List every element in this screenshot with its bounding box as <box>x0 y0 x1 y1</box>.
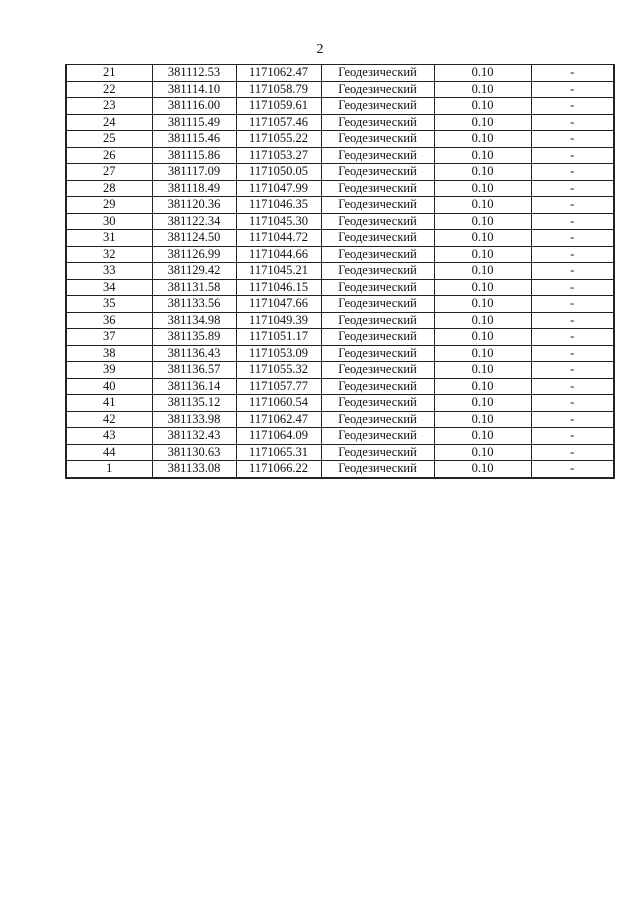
method-cell: Геодезический <box>321 345 434 362</box>
point-number-cell: 40 <box>66 378 152 395</box>
table-row <box>66 428 614 445</box>
point-number-cell: 1 <box>66 461 152 478</box>
description-cell: - <box>531 395 614 412</box>
point-number-cell: 29 <box>66 197 152 214</box>
point-number-cell: 23 <box>66 98 152 115</box>
y-coordinate-cell: 1171058.79 <box>236 81 321 98</box>
description-cell: - <box>531 81 614 98</box>
y-coordinate-cell: 1171057.46 <box>236 114 321 131</box>
y-coordinate-cell: 1171059.61 <box>236 98 321 115</box>
x-coordinate-cell: 381114.10 <box>152 81 236 98</box>
table-row <box>66 362 614 379</box>
y-coordinate-cell: 1171062.47 <box>236 411 321 428</box>
point-number-cell: 37 <box>66 329 152 346</box>
y-coordinate-cell: 1171065.31 <box>236 444 321 461</box>
point-number-cell: 36 <box>66 312 152 329</box>
x-coordinate-cell: 381118.49 <box>152 180 236 197</box>
method-cell: Геодезический <box>321 329 434 346</box>
precision-cell: 0.10 <box>434 461 531 478</box>
y-coordinate-cell: 1171050.05 <box>236 164 321 181</box>
precision-cell: 0.10 <box>434 312 531 329</box>
description-cell: - <box>531 345 614 362</box>
table-row <box>66 378 614 395</box>
point-number-cell: 32 <box>66 246 152 263</box>
description-cell: - <box>531 428 614 445</box>
description-cell: - <box>531 362 614 379</box>
table-row <box>66 296 614 313</box>
description-cell: - <box>531 279 614 296</box>
table-row <box>66 131 614 148</box>
table-row <box>66 114 614 131</box>
precision-cell: 0.10 <box>434 279 531 296</box>
method-cell: Геодезический <box>321 395 434 412</box>
table-row <box>66 329 614 346</box>
x-coordinate-cell: 381115.46 <box>152 131 236 148</box>
x-coordinate-cell: 381115.86 <box>152 147 236 164</box>
point-number-cell: 38 <box>66 345 152 362</box>
description-cell: - <box>531 164 614 181</box>
x-coordinate-cell: 381124.50 <box>152 230 236 247</box>
precision-cell: 0.10 <box>434 180 531 197</box>
point-number-cell: 35 <box>66 296 152 313</box>
description-cell: - <box>531 411 614 428</box>
method-cell: Геодезический <box>321 279 434 296</box>
point-number-cell: 30 <box>66 213 152 230</box>
method-cell: Геодезический <box>321 246 434 263</box>
precision-cell: 0.10 <box>434 378 531 395</box>
coordinates-table-body <box>66 65 614 478</box>
description-cell: - <box>531 180 614 197</box>
y-coordinate-cell: 1171045.21 <box>236 263 321 280</box>
point-number-cell: 26 <box>66 147 152 164</box>
coordinates-table <box>65 64 615 479</box>
method-cell: Геодезический <box>321 114 434 131</box>
method-cell: Геодезический <box>321 312 434 329</box>
x-coordinate-cell: 381133.98 <box>152 411 236 428</box>
precision-cell: 0.10 <box>434 65 531 82</box>
table-row <box>66 164 614 181</box>
point-number-cell: 21 <box>66 65 152 82</box>
y-coordinate-cell: 1171055.32 <box>236 362 321 379</box>
table-row <box>66 312 614 329</box>
x-coordinate-cell: 381136.14 <box>152 378 236 395</box>
y-coordinate-cell: 1171057.77 <box>236 378 321 395</box>
x-coordinate-cell: 381115.49 <box>152 114 236 131</box>
description-cell: - <box>531 230 614 247</box>
method-cell: Геодезический <box>321 296 434 313</box>
x-coordinate-cell: 381134.98 <box>152 312 236 329</box>
point-number-cell: 34 <box>66 279 152 296</box>
point-number-cell: 28 <box>66 180 152 197</box>
description-cell: - <box>531 378 614 395</box>
y-coordinate-cell: 1171046.35 <box>236 197 321 214</box>
point-number-cell: 42 <box>66 411 152 428</box>
method-cell: Геодезический <box>321 131 434 148</box>
table-row <box>66 180 614 197</box>
precision-cell: 0.10 <box>434 428 531 445</box>
description-cell: - <box>531 461 614 478</box>
point-number-cell: 41 <box>66 395 152 412</box>
y-coordinate-cell: 1171053.27 <box>236 147 321 164</box>
description-cell: - <box>531 147 614 164</box>
table-row <box>66 230 614 247</box>
description-cell: - <box>531 246 614 263</box>
table-row <box>66 263 614 280</box>
x-coordinate-cell: 381135.89 <box>152 329 236 346</box>
precision-cell: 0.10 <box>434 114 531 131</box>
method-cell: Геодезический <box>321 411 434 428</box>
description-cell: - <box>531 444 614 461</box>
method-cell: Геодезический <box>321 164 434 181</box>
y-coordinate-cell: 1171044.72 <box>236 230 321 247</box>
method-cell: Геодезический <box>321 197 434 214</box>
table-row <box>66 461 614 478</box>
method-cell: Геодезический <box>321 213 434 230</box>
precision-cell: 0.10 <box>434 164 531 181</box>
table-row <box>66 444 614 461</box>
x-coordinate-cell: 381117.09 <box>152 164 236 181</box>
precision-cell: 0.10 <box>434 411 531 428</box>
y-coordinate-cell: 1171044.66 <box>236 246 321 263</box>
method-cell: Геодезический <box>321 362 434 379</box>
precision-cell: 0.10 <box>434 147 531 164</box>
x-coordinate-cell: 381131.58 <box>152 279 236 296</box>
table-row <box>66 147 614 164</box>
description-cell: - <box>531 213 614 230</box>
method-cell: Геодезический <box>321 461 434 478</box>
y-coordinate-cell: 1171046.15 <box>236 279 321 296</box>
description-cell: - <box>531 296 614 313</box>
point-number-cell: 22 <box>66 81 152 98</box>
method-cell: Геодезический <box>321 81 434 98</box>
table-row <box>66 213 614 230</box>
precision-cell: 0.10 <box>434 98 531 115</box>
description-cell: - <box>531 98 614 115</box>
precision-cell: 0.10 <box>434 246 531 263</box>
x-coordinate-cell: 381126.99 <box>152 246 236 263</box>
y-coordinate-cell: 1171047.66 <box>236 296 321 313</box>
method-cell: Геодезический <box>321 263 434 280</box>
method-cell: Геодезический <box>321 428 434 445</box>
table-row <box>66 345 614 362</box>
x-coordinate-cell: 381122.34 <box>152 213 236 230</box>
point-number-cell: 43 <box>66 428 152 445</box>
description-cell: - <box>531 131 614 148</box>
x-coordinate-cell: 381132.43 <box>152 428 236 445</box>
table-row <box>66 395 614 412</box>
table-row <box>66 411 614 428</box>
description-cell: - <box>531 65 614 82</box>
description-cell: - <box>531 263 614 280</box>
precision-cell: 0.10 <box>434 345 531 362</box>
table-row <box>66 246 614 263</box>
x-coordinate-cell: 381136.43 <box>152 345 236 362</box>
method-cell: Геодезический <box>321 65 434 82</box>
precision-cell: 0.10 <box>434 81 531 98</box>
point-number-cell: 33 <box>66 263 152 280</box>
x-coordinate-cell: 381135.12 <box>152 395 236 412</box>
point-number-cell: 39 <box>66 362 152 379</box>
x-coordinate-cell: 381120.36 <box>152 197 236 214</box>
description-cell: - <box>531 114 614 131</box>
precision-cell: 0.10 <box>434 296 531 313</box>
precision-cell: 0.10 <box>434 197 531 214</box>
method-cell: Геодезический <box>321 180 434 197</box>
y-coordinate-cell: 1171060.54 <box>236 395 321 412</box>
x-coordinate-cell: 381112.53 <box>152 65 236 82</box>
point-number-cell: 24 <box>66 114 152 131</box>
y-coordinate-cell: 1171055.22 <box>236 131 321 148</box>
precision-cell: 0.10 <box>434 362 531 379</box>
x-coordinate-cell: 381130.63 <box>152 444 236 461</box>
x-coordinate-cell: 381133.08 <box>152 461 236 478</box>
x-coordinate-cell: 381133.56 <box>152 296 236 313</box>
description-cell: - <box>531 197 614 214</box>
y-coordinate-cell: 1171064.09 <box>236 428 321 445</box>
y-coordinate-cell: 1171047.99 <box>236 180 321 197</box>
x-coordinate-cell: 381136.57 <box>152 362 236 379</box>
table-row <box>66 65 614 82</box>
precision-cell: 0.10 <box>434 213 531 230</box>
y-coordinate-cell: 1171062.47 <box>236 65 321 82</box>
point-number-cell: 25 <box>66 131 152 148</box>
precision-cell: 0.10 <box>434 444 531 461</box>
x-coordinate-cell: 381129.42 <box>152 263 236 280</box>
table-row <box>66 98 614 115</box>
method-cell: Геодезический <box>321 230 434 247</box>
precision-cell: 0.10 <box>434 230 531 247</box>
point-number-cell: 31 <box>66 230 152 247</box>
precision-cell: 0.10 <box>434 329 531 346</box>
y-coordinate-cell: 1171045.30 <box>236 213 321 230</box>
point-number-cell: 27 <box>66 164 152 181</box>
y-coordinate-cell: 1171049.39 <box>236 312 321 329</box>
method-cell: Геодезический <box>321 98 434 115</box>
method-cell: Геодезический <box>321 378 434 395</box>
precision-cell: 0.10 <box>434 263 531 280</box>
description-cell: - <box>531 329 614 346</box>
method-cell: Геодезический <box>321 147 434 164</box>
table-row <box>66 279 614 296</box>
table-row <box>66 197 614 214</box>
table-row <box>66 81 614 98</box>
method-cell: Геодезический <box>321 444 434 461</box>
y-coordinate-cell: 1171066.22 <box>236 461 321 478</box>
description-cell: - <box>531 312 614 329</box>
y-coordinate-cell: 1171053.09 <box>236 345 321 362</box>
precision-cell: 0.10 <box>434 131 531 148</box>
point-number-cell: 44 <box>66 444 152 461</box>
x-coordinate-cell: 381116.00 <box>152 98 236 115</box>
y-coordinate-cell: 1171051.17 <box>236 329 321 346</box>
precision-cell: 0.10 <box>434 395 531 412</box>
page-number: 2 <box>316 42 324 57</box>
